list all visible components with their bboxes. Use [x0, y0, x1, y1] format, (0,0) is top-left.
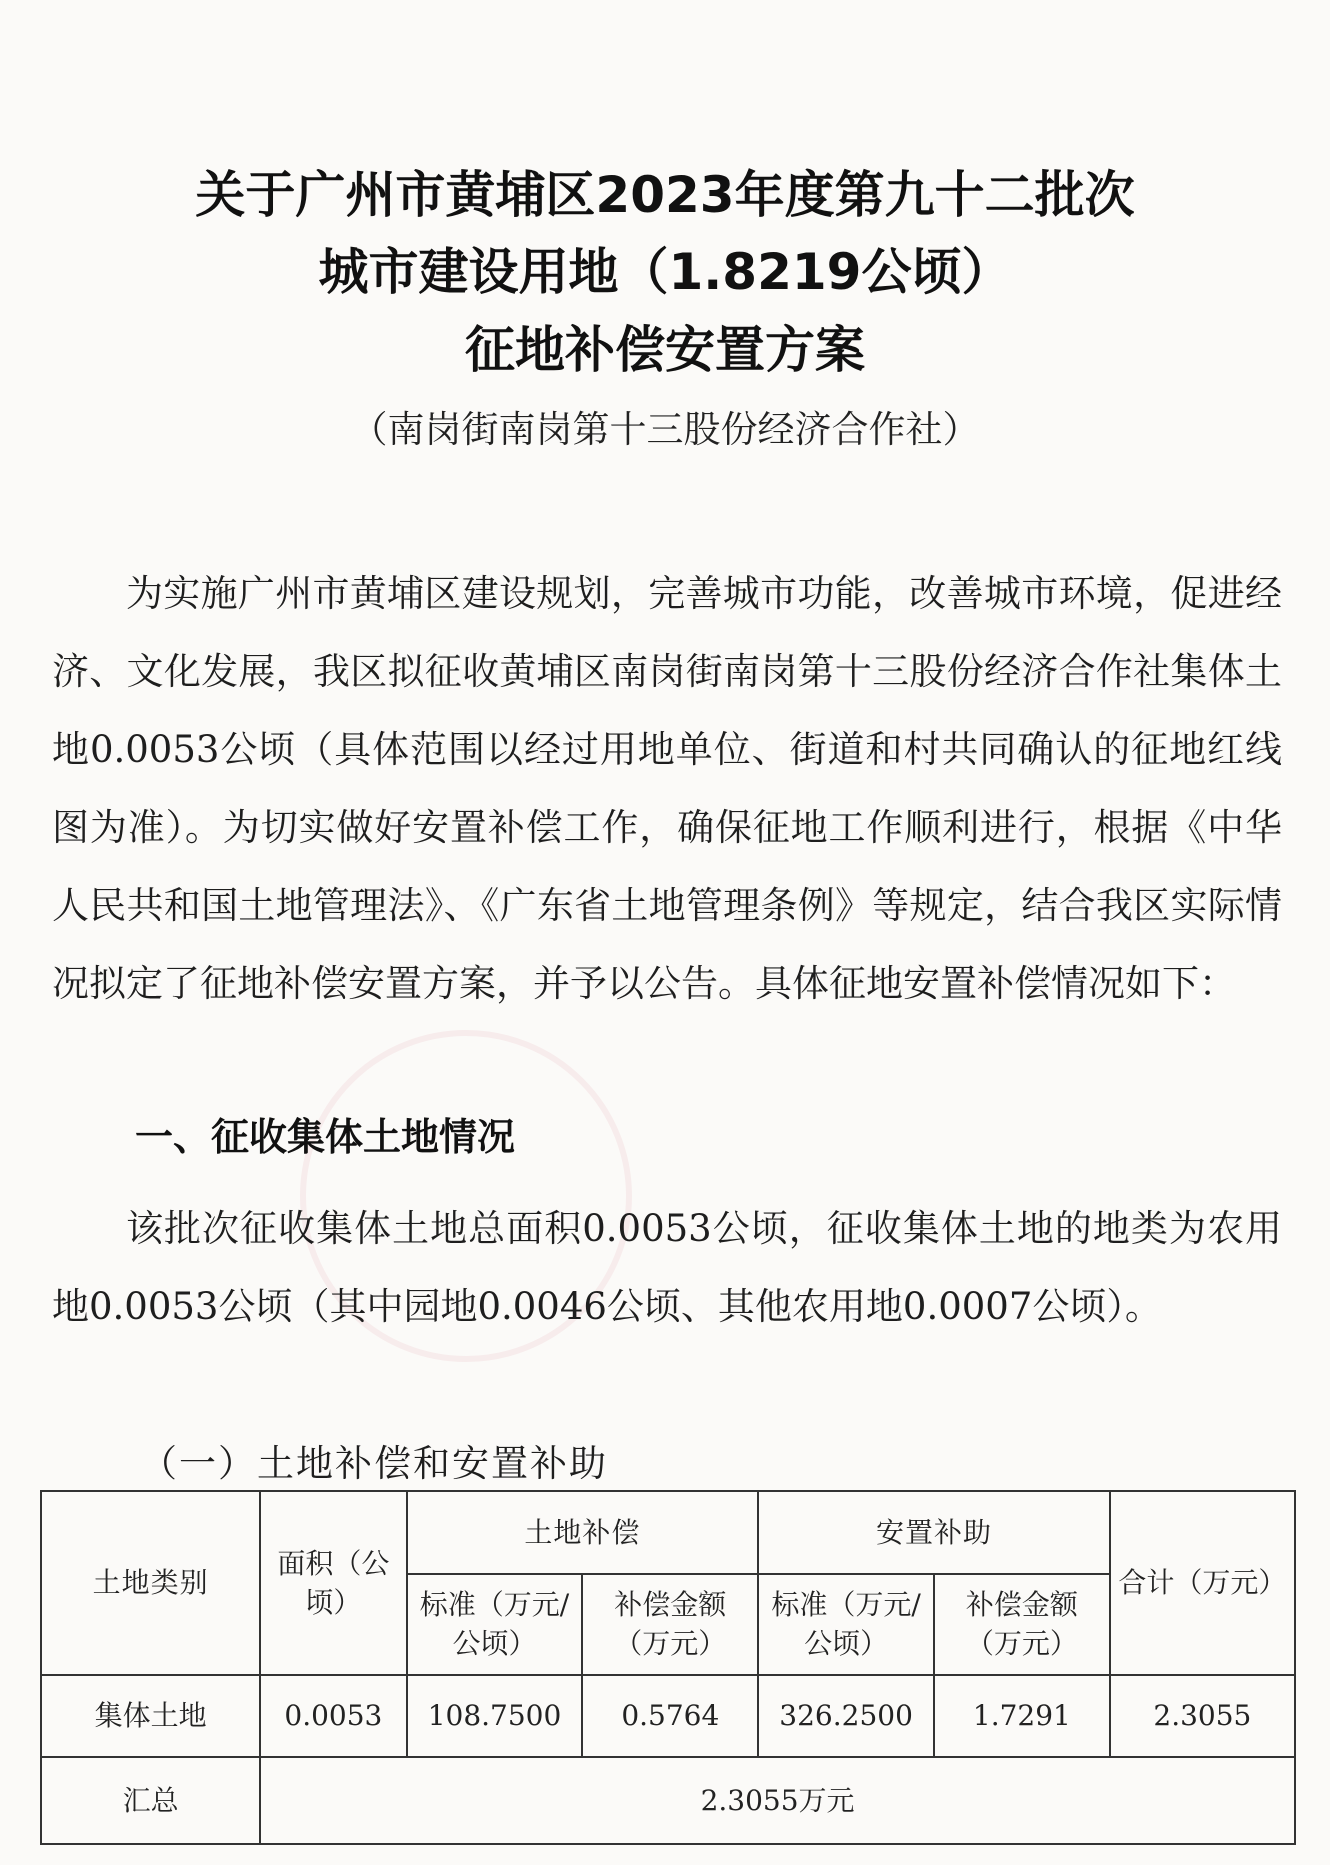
header-resettlement-subsidy: 安置补助 — [758, 1491, 1110, 1574]
cell-resettle-amount: 1.7291 — [934, 1675, 1110, 1758]
cell-total: 2.3055 — [1110, 1675, 1295, 1758]
intro-paragraph: 为实施广州市黄埔区建设规划，完善城市功能，改善城市环境，促进经济、文化发展，我区拟征收黄埔区南岗街南岗第十三股份经济合作社集体土地0.0053公顷（具体范围以经过用地单位、街道和村共同确认的征地红线图为准）。为切实做好安置补偿工作，确保征地工作顺利进行，根据《中华人民共和国土地管理法》、《广东省土地管理条例》等规定，结合我区实际情况拟定了征地补偿安置方案，并予以公告。具体征地安置补偿情况如下： — [52, 572, 1282, 1005]
table-row — [41, 1675, 1295, 1758]
compensation-table — [40, 1490, 1296, 1845]
header-land-standard: 标准（万元/公顷） — [407, 1574, 583, 1675]
land-situation-paragraph: 该批次征收集体土地总面积0.0053公顷，征收集体土地的地类为农用地0.0053公顷（其中园地0.0046公顷、其他农用地0.0007公顷）。 — [52, 1207, 1282, 1328]
summary-row — [41, 1757, 1295, 1844]
header-area: 面积（公顷） — [260, 1491, 406, 1675]
section-heading-1: 一、征收集体土地情况 — [135, 1115, 516, 1159]
cell-land-standard: 108.7500 — [407, 1675, 583, 1758]
title-line-1: 关于广州市黄埔区2023年度第九十二批次 — [195, 166, 1135, 224]
header-land-amount: 补偿金额（万元） — [582, 1574, 758, 1675]
cell-land-type: 集体土地 — [41, 1675, 260, 1758]
cell-area: 0.0053 — [260, 1675, 406, 1758]
header-resettle-standard: 标准（万元/公顷） — [758, 1574, 934, 1675]
title-line-2: 城市建设用地（1.8219公顷） — [318, 243, 1012, 301]
header-resettle-amount: 补偿金额（万元） — [934, 1574, 1110, 1675]
header-total: 合计（万元） — [1110, 1491, 1295, 1675]
cell-land-amount: 0.5764 — [582, 1675, 758, 1758]
summary-label: 汇总 — [41, 1757, 260, 1844]
subsection-heading: （一）土地补偿和安置补助 — [140, 1442, 608, 1485]
subtitle: （南岗街南岗第十三股份经济合作社） — [350, 408, 980, 451]
summary-value: 2.3055万元 — [260, 1757, 1295, 1844]
header-land-compensation: 土地补偿 — [407, 1491, 759, 1574]
cell-resettle-standard: 326.2500 — [758, 1675, 934, 1758]
title-line-3: 征地补偿安置方案 — [465, 321, 865, 379]
header-land-type: 土地类别 — [41, 1491, 260, 1675]
